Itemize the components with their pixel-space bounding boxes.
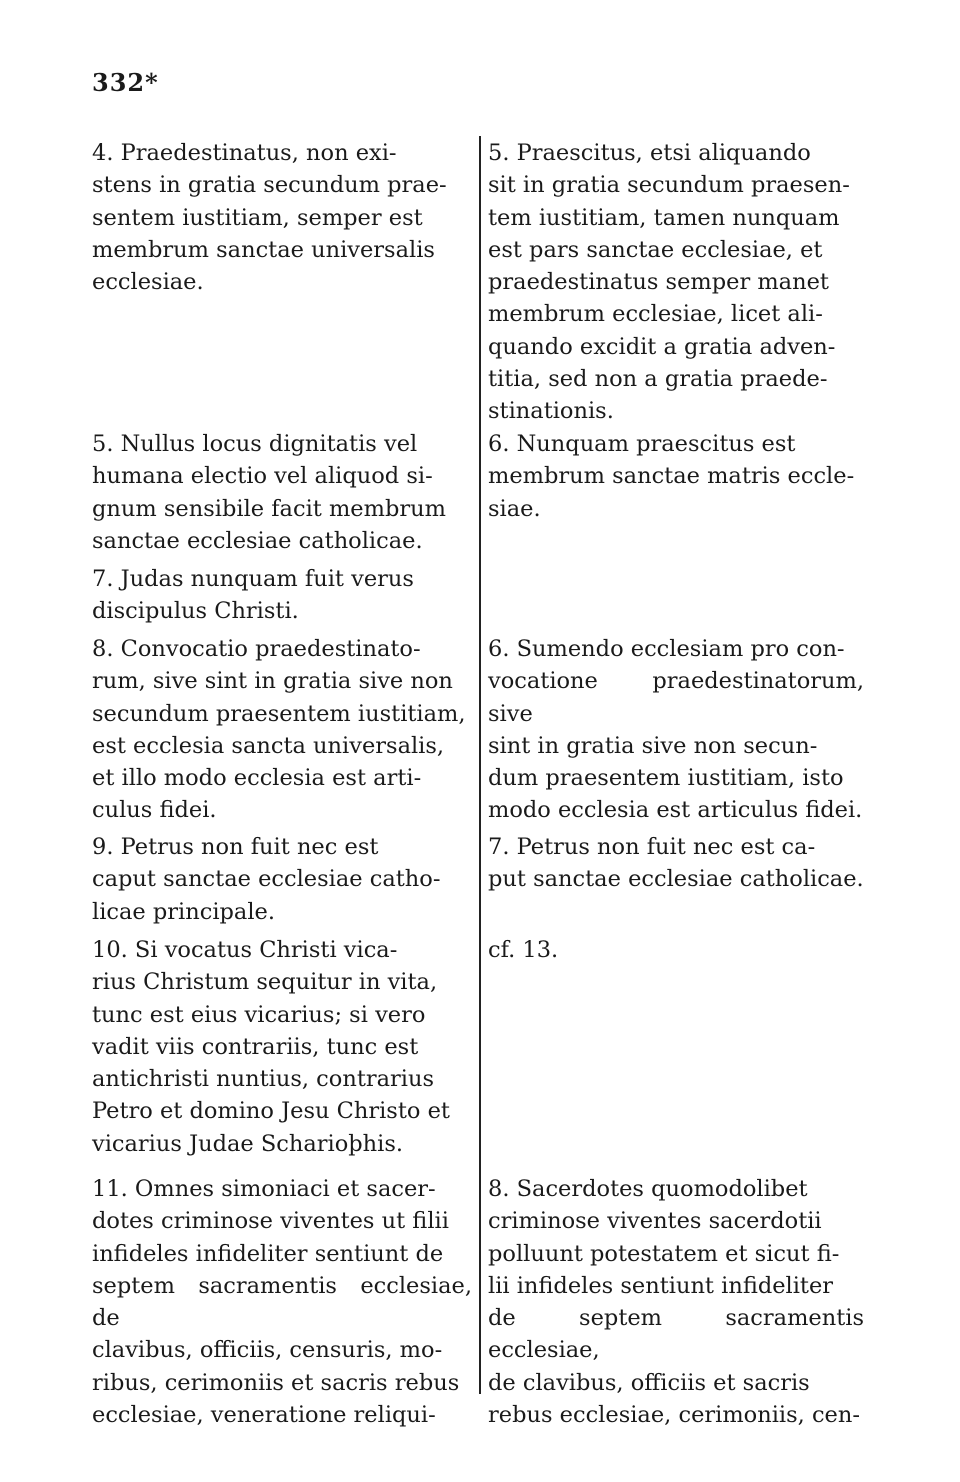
paragraph-right-cf13: cf. 13. <box>488 937 559 963</box>
paragraph-right-8: 8. Sacerdotes quomodolibet criminose viventes sacerdotii polluunt potestatem et sicut fi- lii infideles sentiunt infideliter de septem sacramentis ecclesiae, de clavibus, officiis et sacris rebus ecclesiae, cerimoniis, cen- <box>488 1176 864 1429</box>
paragraph-right-5: 5. Praescitus, etsi aliquando sit in gratia secundum praesen- tem iustitiam, tamen nunquam est pars sanctae ecclesiae, et praedestinatus semper manet membrum ecclesiae, licet ali- quando excidit a gratia adven- titia, sed non a gratia praede- stinationis. <box>488 140 850 425</box>
paragraph-left-11: 11. Omnes simoniaci et sacer- dotes criminose viventes ut filii infideles infideliter sentiunt de septem sacramentis ecclesiae, de clavibus, officiis, censuris, mo- ribus, cerimoniis et sacris rebus ecclesiae, veneratione reliqui- <box>92 1176 472 1429</box>
paragraph-left-9: 9. Petrus non fuit nec est caput sanctae ecclesiae catho- licae principale. <box>92 834 441 925</box>
paragraph-left-8: 8. Convocatio praedestinato- rum, sive sint in gratia sive non secundum praesentem iustitiam, est ecclesia sancta universalis, et illo modo ecclesia est arti- culus fidei. <box>92 636 466 824</box>
paragraph-left-7: 7. Judas nunquam fuit verus discipulus Christi. <box>92 566 414 625</box>
paragraph-left-5: 5. Nullus locus dignitatis vel humana electio vel aliquod si- gnum sensibile facit membrum sanctae ecclesiae catholicae. <box>92 431 446 554</box>
column-divider <box>479 136 481 1394</box>
paragraph-right-6a: 6. Nunquam praescitus est membrum sanctae matris eccle- siae. <box>488 431 855 522</box>
page-number: 332* <box>92 68 159 97</box>
paragraph-right-7: 7. Petrus non fuit nec est ca- put sanctae ecclesiae catholicae. <box>488 834 864 893</box>
paragraph-right-6b: 6. Sumendo ecclesiam pro con- vocatione praedestinatorum, sive sint in gratia sive non secun- dum praesentem iustitiam, isto modo ecclesia est articulus fidei. <box>488 636 864 824</box>
paragraph-left-4: 4. Praedestinatus, non exi- stens in gratia secundum prae- sentem iustitiam, semper est membrum sanctae universalis ecclesiae. <box>92 140 447 296</box>
paragraph-left-10: 10. Si vocatus Christi vica- rius Christum sequitur in vita, tunc est eius vicarius; si vero vadit viis contrariis, tunc est antichristi nuntius, contrarius Petro et domino Jesu Christo et vicarius Judae Scharioþhis. <box>92 937 450 1157</box>
